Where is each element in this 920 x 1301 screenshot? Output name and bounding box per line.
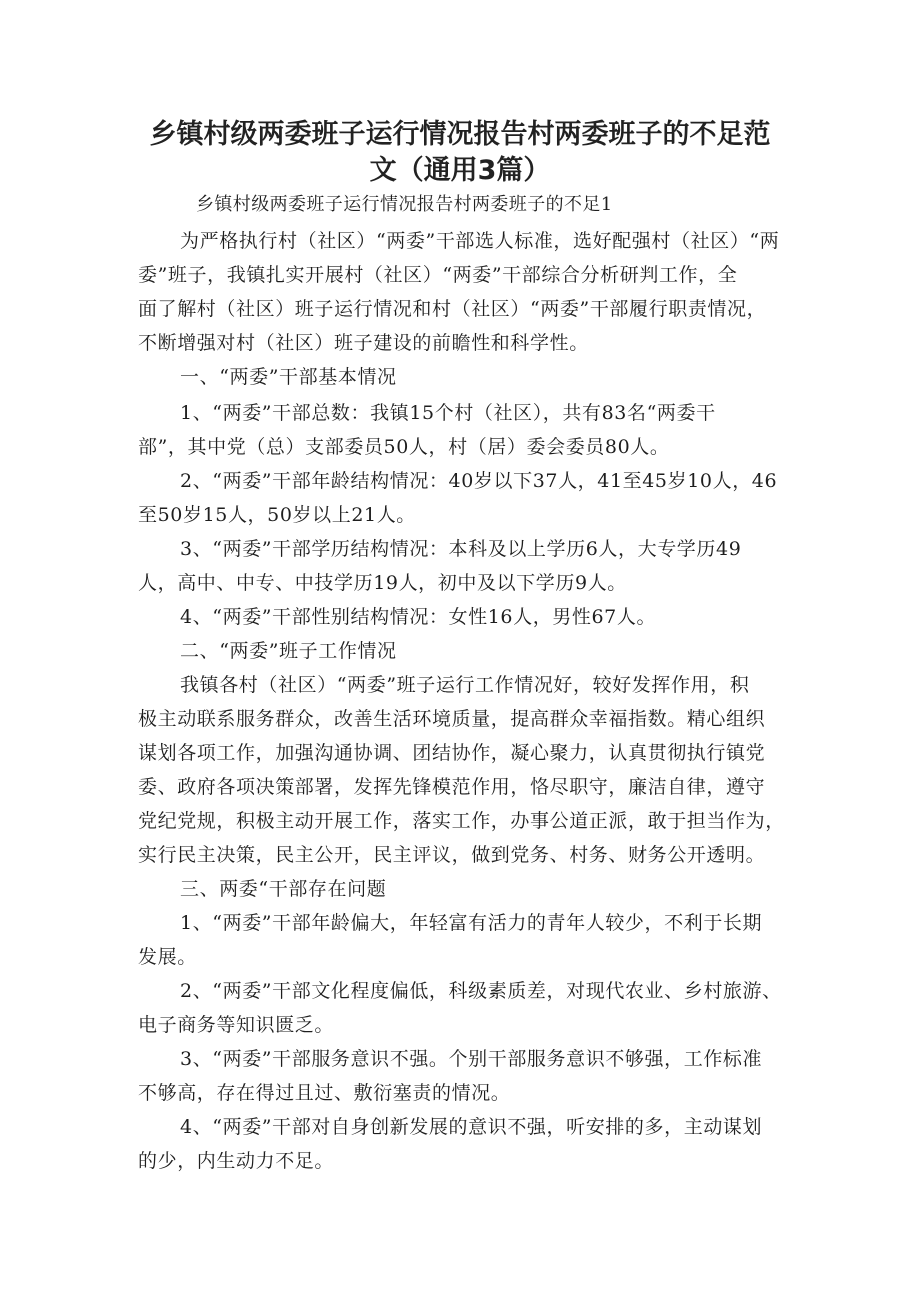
paragraph-line: 委、政府各项决策部署，发挥先锋模范作用，恪尽职守，廉洁自律，遵守: [138, 776, 766, 798]
paragraph-line: 3、“两委”干部学历结构情况：本科及以上学历6人，大专学历49: [180, 538, 742, 560]
paragraph-line: 党纪党规，积极主动开展工作，落实工作，办事公道正派，敢于担当作为，: [138, 810, 785, 832]
paragraph-line: 委”班子，我镇扎实开展村（社区）“两委”干部综合分析研判工作，全: [138, 264, 738, 286]
paragraph-line: 为严格执行村（社区）“两委”干部选人标准，选好配强村（社区）“两: [180, 230, 780, 252]
paragraph-line: 极主动联系服务群众，改善生活环境质量，提高群众幸福指数。精心组织: [138, 708, 766, 730]
section-subtitle: 乡镇村级两委班子运行情况报告村两委班子的不足1: [196, 194, 613, 215]
paragraph-line: 的少，内生动力不足。: [138, 1150, 335, 1172]
paragraph-line: 实行民主决策，民主公开，民主评议，做到党务、村务、财务公开透明。: [138, 844, 766, 866]
paragraph-line: 人，高中、中专、中技学历19人，初中及以下学历9人。: [138, 572, 627, 594]
document-title-line-2: 文（通用3篇）: [369, 155, 551, 186]
document-title-line-1: 乡镇村级两委班子运行情况报告村两委班子的不足范: [149, 119, 771, 150]
paragraph-line: 电子商务等知识匮乏。: [138, 1014, 335, 1036]
paragraph-line: 至50岁15人，50岁以上21人。: [138, 504, 416, 526]
paragraph-line: 部”，其中党（总）支部委员50人，村（居）委会委员80人。: [138, 436, 670, 458]
paragraph-line: 1、“两委”干部总数：我镇15个村（社区），共有83名“两委干: [180, 402, 716, 424]
paragraph-line: 3、“两委”干部服务意识不强。个别干部服务意识不够强，工作标准: [180, 1048, 763, 1070]
paragraph-line: 2、“两委”干部文化程度偏低，科级素质差，对现代农业、乡村旅游、: [180, 980, 782, 1002]
section-heading: 三、两委“干部存在问题: [180, 878, 387, 900]
paragraph-line: 面了解村（社区）班子运行情况和村（社区）“两委”干部履行职责情况，: [138, 298, 767, 320]
paragraph-line: 1、“两委”干部年龄偏大，年轻富有活力的青年人较少，不利于长期: [180, 912, 763, 934]
paragraph-line: 不断增强对村（社区）班子建设的前瞻性和科学性。: [138, 332, 589, 354]
paragraph-line: 2、“两委”干部年龄结构情况：40岁以下37人，41至45岁10人，46: [180, 470, 778, 492]
paragraph-line: 4、“两委”干部性别结构情况：女性16人，男性67人。: [180, 606, 657, 628]
paragraph-line: 我镇各村（社区）“两委”班子运行工作情况好，较好发挥作用，积: [180, 674, 750, 696]
section-heading: 二、“两委”班子工作情况: [180, 640, 397, 662]
paragraph-line: 不够高，存在得过且过、敷衍塞责的情况。: [138, 1082, 511, 1104]
paragraph-line: 发展。: [138, 946, 197, 968]
section-heading: 一、“两委”干部基本情况: [180, 366, 397, 388]
paragraph-line: 4、“两委”干部对自身创新发展的意识不强，听安排的多，主动谋划: [180, 1116, 763, 1138]
paragraph-line: 谋划各项工作，加强沟通协调、团结协作，凝心聚力，认真贯彻执行镇党: [138, 742, 766, 764]
